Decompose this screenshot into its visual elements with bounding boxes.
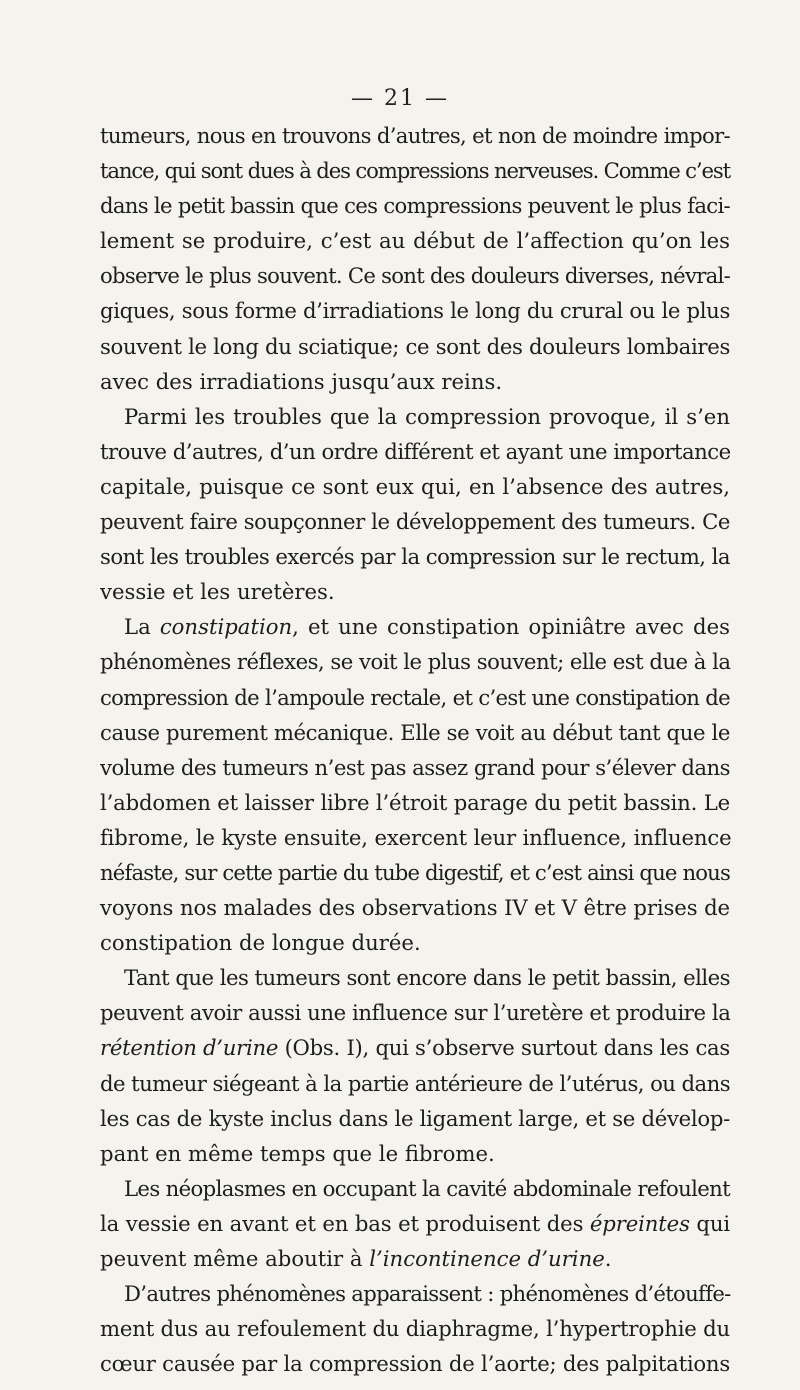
text-segment: lement se produire, c’est au début de l’affection qu’on les [100, 228, 730, 254]
text-segment: observe le plus souvent. Ce sont des douleurs diverses, névral- [100, 263, 730, 289]
text-line [100, 153, 730, 188]
text-line [100, 504, 730, 539]
text-segment: phénomènes réflexes, se voit le plus souvent; elle est due à la [100, 649, 731, 675]
text-line [100, 329, 730, 364]
text-line [100, 1030, 730, 1065]
text-segment: (Obs. I), qui s’observe surtout dans les cas [278, 1035, 730, 1061]
italic-term: l’incontinence d’urine [369, 1246, 605, 1271]
text-segment: constipation de longue durée. [100, 930, 421, 956]
text-line [100, 1311, 730, 1346]
text-segment: voyons nos malades des observations IV et V être prises de [100, 895, 730, 921]
text-line [100, 223, 730, 258]
text-segment: capitale, puisque ce sont eux qui, en l’absence des autres, [100, 473, 730, 499]
text-segment: peuvent faire soupçonner le développement des tumeurs. Ce [100, 509, 730, 535]
text-segment: les cas de kyste inclus dans le ligament large, et se dévelop- [100, 1105, 730, 1131]
text-line [100, 364, 730, 399]
text-segment: qui [689, 1210, 730, 1236]
text-line [100, 188, 730, 223]
text-segment: volume des tumeurs n’est pas assez grand pour s’élever dans [100, 754, 730, 780]
text-line [100, 890, 730, 925]
text-segment: fibrome, le kyste ensuite, exercent leur influence, influence [100, 824, 732, 850]
text-line [100, 258, 730, 293]
text-line [100, 925, 730, 960]
text-segment: Parmi les troubles que la compression provoque, il s’en [124, 403, 730, 429]
text-segment: peuvent même aboutir à [100, 1246, 370, 1271]
text-line [100, 293, 730, 328]
text-segment: de tumeur siégeant à la partie antérieure de l’utérus, ou dans [100, 1070, 730, 1096]
text-line [100, 1206, 730, 1241]
text-segment: tance, qui sont dues à des compressions nerveuses. Comme c’est [100, 158, 730, 184]
text-line [100, 1346, 730, 1381]
text-segment: sont les troubles exercés par la compression sur le rectum, la [100, 544, 730, 570]
text-line [100, 960, 730, 995]
text-line [100, 715, 730, 750]
text-segment: , et une constipation opiniâtre avec des [292, 614, 730, 640]
text-segment: cause purement mécanique. Elle se voit au début tant que le [100, 719, 730, 745]
text-line [100, 539, 730, 574]
text-segment: la vessie en avant et en bas et produisent des [100, 1210, 590, 1236]
text-line [100, 609, 730, 644]
body-text [100, 118, 730, 1381]
text-segment: D’autres phénomènes apparaissent : phénomènes d’étouffe- [124, 1281, 731, 1307]
text-line [100, 680, 730, 715]
text-segment: . [604, 1246, 612, 1271]
text-line [100, 1241, 730, 1276]
text-segment: Les néoplasmes en occupant la cavité abdominale refoulent [124, 1175, 730, 1201]
text-segment: La [124, 614, 160, 640]
italic-term: épreintes [589, 1210, 690, 1236]
text-line [100, 855, 730, 890]
text-segment: ment dus au refoulement du diaphragme, l’hypertrophie du [100, 1316, 730, 1342]
page-number: — 21 — [351, 86, 449, 111]
text-line [100, 118, 730, 153]
text-line [100, 1276, 730, 1311]
text-line [100, 785, 730, 820]
text-segment: néfaste, sur cette partie du tube digestif, et c’est ainsi que nous [100, 859, 730, 885]
text-line [100, 750, 730, 785]
text-line [100, 469, 730, 504]
text-line [100, 1101, 730, 1136]
text-line [100, 399, 730, 434]
text-line [100, 995, 730, 1030]
text-segment: compression de l’ampoule rectale, et c’est une constipation de [100, 684, 730, 710]
text-line [100, 574, 730, 609]
text-segment: peuvent avoir aussi une influence sur l’uretère et produire la [100, 1000, 731, 1026]
text-segment: avec des irradiations jusqu’aux reins. [100, 368, 503, 394]
text-segment: vessie et les uretères. [100, 579, 335, 605]
text-segment: dans le petit bassin que ces compressions peuvent le plus faci- [100, 193, 730, 219]
text-segment: l’abdomen et laisser libre l’étroit parage du petit bassin. Le [100, 789, 730, 815]
text-segment: souvent le long du sciatique; ce sont des douleurs lombaires [100, 333, 730, 359]
text-line [100, 644, 730, 679]
italic-term: constipation [159, 614, 293, 640]
italic-term: rétention d’urine [100, 1035, 279, 1061]
text-segment: trouve d’autres, d’un ordre différent et ayant une importance [100, 438, 731, 464]
text-segment: tumeurs, nous en trouvons d’autres, et non de moindre impor- [100, 123, 730, 148]
text-line [100, 1171, 730, 1206]
text-line [100, 1066, 730, 1101]
text-line [100, 1136, 730, 1171]
text-line [100, 820, 730, 855]
text-segment: giques, sous forme d’irradiations le long du crural ou le plus [100, 298, 730, 324]
text-segment: Tant que les tumeurs sont encore dans le petit bassin, elles [124, 965, 731, 991]
text-line [100, 434, 730, 469]
text-segment: cœur causée par la compression de l’aorte; des palpitations [100, 1351, 730, 1377]
text-segment: pant en même temps que le fibrome. [100, 1140, 495, 1166]
